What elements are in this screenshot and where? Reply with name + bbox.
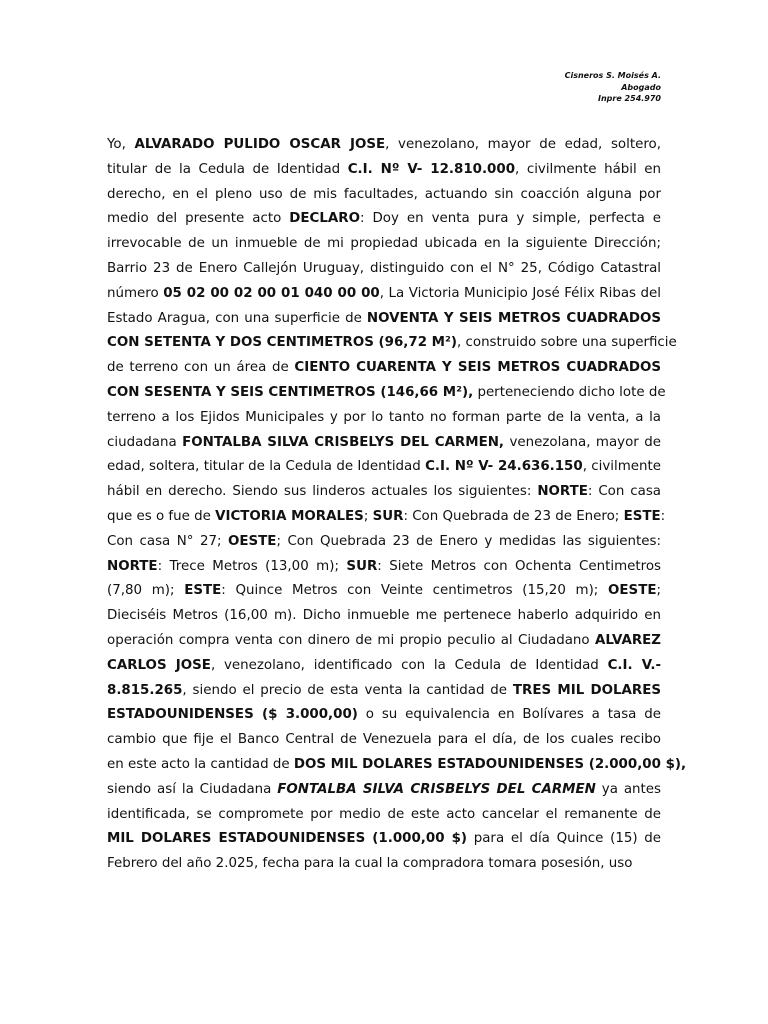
text-run: ; Con Quebrada 23 de Enero y medidas las siguientes: <box>276 533 662 549</box>
text-line <box>107 282 661 307</box>
text-run: siendo así la Ciudadana <box>107 781 278 797</box>
lawyer-title: Abogado <box>621 82 661 92</box>
text-run: edad, soltera, titular de la Cedula de Identidad <box>107 459 426 475</box>
text-run: , civilmente hábil en <box>515 161 662 177</box>
bold-text-run: CIENTO CUARENTA Y SEIS METROS CUADRADOS <box>294 360 661 376</box>
bold-text-run: CON SETENTA Y DOS CENTIMETROS (96,72 M²) <box>107 335 457 351</box>
text-run: operación compra venta con dinero de mi propio peculio al Ciudadano <box>107 632 595 648</box>
bold-text-run: CON SESENTA Y SEIS CENTIMETROS (146,66 M²), <box>107 384 474 400</box>
text-run: ; <box>363 508 373 524</box>
text-run: o su equivalencia en Bolívares a tasa de <box>357 707 661 723</box>
bold-text-run: OESTE <box>227 533 277 549</box>
bold-text-run: ESTE <box>184 583 222 599</box>
text-run: medio del presente acto <box>107 211 290 227</box>
text-line <box>107 257 661 282</box>
text-line <box>107 803 661 828</box>
text-line <box>107 753 687 778</box>
text-run: número <box>107 285 164 301</box>
lawyer-inpre: Inpre 254.970 <box>598 94 661 103</box>
bold-text-run: SUR <box>346 558 378 574</box>
bold-text-run: OESTE <box>608 583 657 599</box>
bold-text-run: ALVAREZ <box>594 632 661 648</box>
text-line <box>107 356 661 381</box>
text-run: perteneciendo dicho lote de <box>473 384 666 400</box>
text-run: : Con Quebrada de 23 de Enero; <box>403 508 624 524</box>
bold-text-run: 05 02 00 02 00 01 040 00 00 <box>163 285 380 301</box>
text-line <box>107 207 661 232</box>
bold-text-run: ALVARADO PULIDO OSCAR JOSE <box>134 137 386 152</box>
text-run: que es o fue de <box>107 508 216 524</box>
text-line <box>107 406 661 431</box>
text-line <box>107 183 661 208</box>
letterhead <box>565 70 661 105</box>
text-line <box>107 555 661 580</box>
text-run: hábil en derecho. Siendo sus linderos actuales los siguientes: <box>107 484 538 500</box>
text-run: de terreno con un área de <box>107 360 295 376</box>
text-line <box>107 530 661 555</box>
bold-text-run: NORTE <box>537 484 588 500</box>
text-line <box>107 827 661 852</box>
bold-text-run: NOVENTA Y SEIS METROS CUADRADOS <box>366 310 661 326</box>
text-run: cambio que fije el Banco Central de Venezuela para el día, de los cuales recibo <box>107 732 661 748</box>
text-run: , La Victoria Municipio José Félix Ribas del <box>379 285 662 301</box>
bold-text-run: NORTE <box>107 558 158 574</box>
text-run: en este acto la cantidad de <box>107 756 294 772</box>
bold-text-run: C.I. V.- <box>607 657 662 673</box>
text-run: : Quince Metros con Veinte centimetros (15,20 m); <box>221 583 609 599</box>
text-run: Dieciséis Metros (16,00 m). Dicho inmueble me pertenece haberlo adquirido en <box>107 608 661 624</box>
bold-text-run: FONTALBA SILVA CRISBELYS DEL CARMEN, <box>182 434 505 450</box>
text-run: Barrio 23 de Enero Callejón Uruguay, distinguido con el N° 25, Código Catastral <box>107 260 661 276</box>
text-run: Yo, <box>107 137 135 152</box>
text-run: irrevocable de un inmueble de mi propiedad ubicada en la siguiente Dirección; <box>107 236 661 252</box>
bold-text-run: SUR <box>372 508 404 524</box>
text-run: terreno a los Ejidos Municipales y por lo tanto no forman parte de la venta, a la <box>107 409 661 425</box>
text-line <box>107 455 661 480</box>
text-line <box>107 480 661 505</box>
text-run: Con casa N° 27; <box>107 533 228 549</box>
text-run: : <box>660 508 666 524</box>
text-run: ciudadana <box>107 434 183 450</box>
text-line <box>107 778 661 803</box>
text-line <box>107 431 661 456</box>
text-run: (7,80 m); <box>107 583 185 599</box>
text-line <box>107 703 661 728</box>
text-line <box>107 852 661 877</box>
text-run: para el día Quince (15) de <box>467 831 661 847</box>
text-line <box>107 232 661 257</box>
text-run: venezolana, mayor de <box>504 434 661 450</box>
text-run: : Doy en venta pura y simple, perfecta e <box>359 211 661 227</box>
text-line <box>107 728 661 753</box>
bold-text-run: CARLOS JOSE <box>107 657 211 673</box>
bold-text-run: DOS MIL DOLARES ESTADOUNIDENSES (2.000,00 $), <box>293 756 687 772</box>
text-run: , civilmente <box>582 459 661 475</box>
text-run: : Trece Metros (13,00 m); <box>157 558 347 574</box>
text-run: , venezolano, identificado con la Cedula de Identidad <box>210 657 608 673</box>
bold-text-run: DECLARO <box>289 211 360 227</box>
text-run: : Siete Metros con Ochenta Centimetros <box>377 558 661 574</box>
text-run: ya antes <box>595 781 661 797</box>
text-run: titular de la Cedula de Identidad <box>107 161 348 177</box>
bold-text-run: ESTE <box>623 508 661 524</box>
text-run: identificada, se compromete por medio de este acto cancelar el remanente de <box>107 806 661 822</box>
text-line <box>107 579 661 604</box>
bold-text-run: MIL DOLARES ESTADOUNIDENSES (1.000,00 $) <box>107 831 468 847</box>
text-line <box>107 133 661 158</box>
text-line <box>107 381 666 406</box>
text-run: derecho, en el pleno uso de mis facultades, actuando sin coacción alguna por <box>107 186 661 202</box>
text-line <box>107 679 661 704</box>
text-run: , venezolano, mayor de edad, soltero, <box>385 137 661 152</box>
text-line <box>107 654 661 679</box>
text-line <box>107 158 661 183</box>
text-line <box>107 629 661 654</box>
document-body <box>107 133 687 877</box>
text-line <box>107 331 677 356</box>
text-run: , siendo el precio de esta venta la cantidad de <box>182 682 513 698</box>
text-run: : Con casa <box>587 484 662 500</box>
bold-text-run: C.I. Nº V- 24.636.150 <box>425 459 583 475</box>
bold-text-run: 8.815.265 <box>107 682 183 698</box>
lawyer-name: Cisneros S. Moisés A. <box>564 71 661 80</box>
text-run: , construido sobre una superficie <box>457 335 677 351</box>
bold-text-run: C.I. Nº V- 12.810.000 <box>347 161 516 177</box>
bold-text-run: ESTADOUNIDENSES ($ 3.000,00) <box>107 707 358 723</box>
text-line <box>107 307 661 332</box>
bold-text-run: FONTALBA SILVA CRISBELYS DEL CARMEN <box>277 781 596 797</box>
bold-text-run: VICTORIA MORALES <box>215 508 364 524</box>
text-line <box>107 604 661 629</box>
text-run: Febrero del año 2.025, fecha para la cual la compradora tomara posesión, uso <box>107 856 633 872</box>
text-line <box>107 505 666 530</box>
bold-text-run: TRES MIL DOLARES <box>512 682 661 698</box>
text-run: ; <box>656 583 661 599</box>
text-run: Estado Aragua, con una superficie de <box>107 310 367 326</box>
